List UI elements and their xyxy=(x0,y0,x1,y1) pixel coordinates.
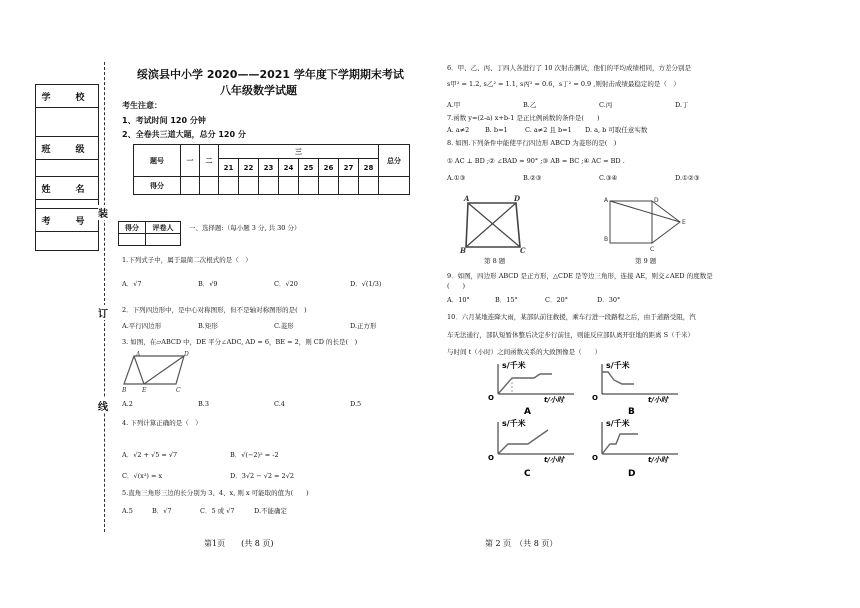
graph-c-t-label: t/小时 xyxy=(544,456,564,464)
score-header-3: 三 xyxy=(219,145,379,159)
margin-char-xian: 线 xyxy=(98,398,108,413)
q5-option-c[interactable]: C．5 或 √7 xyxy=(200,507,235,515)
svg-text:E: E xyxy=(142,387,147,392)
notes-heading: 考生注意： xyxy=(122,101,162,110)
score-header-2: 二 xyxy=(200,145,219,177)
q4-option-c[interactable]: C．√(x²) = x xyxy=(122,472,163,480)
q10-line1: 10．六月某地连降大雨，某部队前往救援，乘车行进一段路程之后，由于道路受阻，汽 xyxy=(447,313,696,321)
q9-option-b[interactable]: B．15° xyxy=(495,296,518,304)
q2-option-a[interactable]: A.平行四边形 xyxy=(122,322,162,330)
score-num: 24 xyxy=(279,159,299,177)
q4-option-d[interactable]: D．3√2 − √2 = 2√2 xyxy=(230,472,294,480)
graph-c[interactable] xyxy=(478,418,578,478)
score-num: 22 xyxy=(239,159,259,177)
info-school: 学 校 xyxy=(36,85,99,108)
notes-1: 1、考试时间 120 分钟 xyxy=(122,116,206,125)
q9-option-a[interactable]: A．10° xyxy=(447,296,470,304)
margin-char-ding: 订 xyxy=(98,305,108,320)
graph-a[interactable] xyxy=(478,360,578,418)
q8-option-d[interactable]: D.①②③ xyxy=(675,174,700,182)
grader-score-label: 得分 xyxy=(119,222,146,234)
q8-option-a[interactable]: A.①③ xyxy=(447,174,466,182)
q1-stem: 1.下列式子中，属于最简二次根式的是（ ） xyxy=(122,256,252,264)
info-name: 姓 名 xyxy=(36,177,99,200)
score-cell[interactable] xyxy=(319,177,339,195)
q8-option-b[interactable]: B.②③ xyxy=(523,174,542,182)
graph-b-origin: O xyxy=(592,394,598,402)
q6-options xyxy=(447,101,751,109)
q9-option-c[interactable]: C．20° xyxy=(545,296,568,304)
q6-line2: s甲² = 1.2, s乙² = 1.1, s丙² = 0.6，s丁² = 0.9 ,则射击成绩最稳定的是（ ） xyxy=(447,80,680,88)
info-school-value[interactable] xyxy=(36,108,99,137)
grader-name-label: 评卷人 xyxy=(146,222,181,234)
info-name-value[interactable] xyxy=(36,200,99,209)
fig8-label-a: A xyxy=(464,194,470,203)
q1-option-b[interactable]: B．√9 xyxy=(198,280,218,288)
graph-b-letter: B xyxy=(628,407,635,417)
score-row-label: 得分 xyxy=(134,177,181,195)
student-info-table xyxy=(35,84,99,251)
q8-rhombus-figure xyxy=(458,193,528,255)
q2-option-d[interactable]: D.正方形 xyxy=(350,322,377,330)
graph-d[interactable] xyxy=(582,418,682,478)
score-cell[interactable] xyxy=(239,177,259,195)
footer-page-2: 第 2 页 （共 8 页） xyxy=(485,539,558,548)
fig9-label-b: B xyxy=(604,236,609,243)
q3-option-c[interactable]: C.4 xyxy=(274,400,285,408)
q4-option-b[interactable]: B．√(−2)² = -2 xyxy=(230,451,279,459)
q7-options xyxy=(447,126,747,134)
score-cell[interactable] xyxy=(379,177,410,195)
q9-option-d[interactable]: D．30° xyxy=(597,296,621,304)
graph-a-origin: O xyxy=(488,394,494,402)
q7-option-b[interactable]: B. b=1 xyxy=(485,126,508,134)
q8-option-c[interactable]: C.③④ xyxy=(599,174,618,182)
q4-option-a[interactable]: A．√2 + √5 = √7 xyxy=(122,451,178,459)
score-cell[interactable] xyxy=(200,177,219,195)
q3-stem: 3. 如图，在▱ABCD 中，DE 平分∠ADC, AD = 6，BE = 2，则 CD 的长是( ) xyxy=(122,338,358,346)
fig9-label-d: D xyxy=(654,197,659,204)
graph-b-t-label: t/小时 xyxy=(648,396,668,404)
q6-option-b[interactable]: B.乙 xyxy=(523,101,537,109)
q6-option-c[interactable]: C.丙 xyxy=(599,101,613,109)
fig8-label-d: D xyxy=(514,194,521,203)
fig9-caption: 第 9 题 xyxy=(635,257,657,265)
score-cell[interactable] xyxy=(299,177,319,195)
q8-options xyxy=(447,174,751,182)
score-cell[interactable] xyxy=(279,177,299,195)
svg-text:C: C xyxy=(176,387,181,392)
fig8-caption: 第 8 题 xyxy=(484,257,506,265)
info-class: 班 级 xyxy=(36,137,99,160)
graph-d-t-label: t/小时 xyxy=(648,456,668,464)
score-cell[interactable] xyxy=(181,177,200,195)
q9-square-figure xyxy=(600,193,692,255)
margin-char-zhuang: 装 xyxy=(98,205,108,220)
q1-options xyxy=(122,280,426,288)
q1-option-a[interactable]: A．√7 xyxy=(122,280,142,288)
notes-2: 2、全卷共三道大题，总分 120 分 xyxy=(122,130,246,139)
q3-option-b[interactable]: B.3 xyxy=(198,400,209,408)
q7-option-a[interactable]: A. a≠2 xyxy=(447,126,470,134)
score-num: 28 xyxy=(359,159,379,177)
score-num: 26 xyxy=(319,159,339,177)
graph-d-s-label: s/千米 xyxy=(606,419,630,428)
grader-name-cell[interactable] xyxy=(146,234,181,246)
score-num: 25 xyxy=(299,159,319,177)
exam-subtitle: 八年级数学试题 xyxy=(220,84,297,97)
q5-option-d[interactable]: D.不能确定 xyxy=(254,507,288,515)
q5-option-b[interactable]: B．√7 xyxy=(152,507,172,515)
score-cell[interactable] xyxy=(359,177,379,195)
fig9-label-c: C xyxy=(650,246,655,253)
graph-c-s-label: s/千米 xyxy=(502,419,526,428)
q3-option-d[interactable]: D.5 xyxy=(350,400,362,408)
q7-option-c[interactable]: C. a≠2 且 b=1 xyxy=(525,126,572,134)
binding-line xyxy=(104,62,105,532)
q10-graphs xyxy=(478,360,688,478)
graph-a-s-label: s/千米 xyxy=(502,361,526,370)
q9-options xyxy=(447,296,747,304)
graph-a-letter: A xyxy=(524,407,531,417)
score-header-title: 题号 xyxy=(134,145,181,177)
q2-options xyxy=(122,322,426,330)
footer-page-1: 第1页 (共 8 页) xyxy=(204,539,274,548)
info-id: 考 号 xyxy=(36,209,99,232)
q6-option-d[interactable]: D.丁 xyxy=(675,101,689,109)
score-table xyxy=(133,144,410,195)
graph-b-s-label: s/千米 xyxy=(606,361,630,370)
q2-stem: 2．下列四边形中，是中心对称图形，但不是轴对称图形的是( ) xyxy=(122,306,307,314)
q4-stem: 4. 下列计算正确的是（ ） xyxy=(122,419,202,427)
grader-score-cell[interactable] xyxy=(119,234,146,246)
section1-heading: 一、选择题:（每小题 3 分, 共 30 分） xyxy=(189,224,301,232)
graph-d-origin: O xyxy=(592,454,598,462)
q2-option-c[interactable]: C.菱形 xyxy=(274,322,294,330)
score-cell[interactable] xyxy=(219,177,239,195)
svg-text:D: D xyxy=(184,351,189,358)
score-num: 27 xyxy=(339,159,359,177)
fig9-label-a: A xyxy=(604,197,609,204)
svg-text:B: B xyxy=(122,387,127,392)
q3-option-a[interactable]: A.2 xyxy=(122,400,133,408)
q2-option-b[interactable]: B.矩形 xyxy=(198,322,218,330)
score-header-1: 一 xyxy=(181,145,200,177)
score-num: 23 xyxy=(259,159,279,177)
q1-option-d[interactable]: D．√(1/3) xyxy=(350,280,382,288)
score-cell[interactable] xyxy=(339,177,359,195)
graph-c-origin: O xyxy=(488,454,494,462)
fig9-label-e: E xyxy=(682,219,686,226)
q10-line3: 与时间 t（小时）之间函数关系的大致图像是（ ） xyxy=(447,348,602,356)
q6-option-a[interactable]: A.甲 xyxy=(447,101,461,109)
q3-parallelogram-figure xyxy=(120,350,190,392)
graph-d-letter: D xyxy=(628,469,636,478)
info-class-value[interactable] xyxy=(36,160,99,177)
q8-conditions: ① AC ⊥ BD ;② ∠BAD = 90° ;③ AB = BC ;④ AC = BD . xyxy=(447,157,625,165)
q6-stem: 6．甲、乙、丙、丁四人各进行了 10 次射击测试，他们的平均成绩相同，方差分别是 xyxy=(447,64,692,72)
graph-c-letter: C xyxy=(524,469,531,478)
graph-a-t-label: t/小时 xyxy=(544,396,564,404)
fig8-label-b: B xyxy=(460,246,466,255)
q5-options xyxy=(122,507,322,515)
q9-stem: 9．如图，四边形 ABCD 是正方形，△CDE 是等边三角形，连接 AE，则交∠AED 的度数是 xyxy=(447,272,713,280)
q7-stem: 7.函数 y=(2-a) x+b-1 是正比例函数的条件是( ) xyxy=(447,114,600,122)
info-id-value[interactable] xyxy=(36,232,99,251)
exam-title: 绥滨县中小学 2020——2021 学年度下学期期末考试 xyxy=(137,68,404,81)
q1-option-c[interactable]: C．√20 xyxy=(274,280,298,288)
q8-stem: 8. 如图.下列条件中能使平行四边形 ABCD 为菱形的是( ) xyxy=(447,139,617,147)
graph-b[interactable] xyxy=(582,360,682,418)
score-header-total: 总分 xyxy=(379,145,410,177)
svg-text:A: A xyxy=(136,351,141,358)
grader-table xyxy=(118,221,181,246)
q10-line2: 车无法通行，部队短暂休整后决定步行前往，则能反应部队离开驻地的距离 S（千米） xyxy=(447,331,695,339)
q7-option-d[interactable]: D. a, b 可取任意实数 xyxy=(585,126,648,134)
q3-options xyxy=(122,400,426,408)
q5-option-a[interactable]: A.5 xyxy=(122,507,133,515)
score-cell[interactable] xyxy=(259,177,279,195)
fig8-label-c: C xyxy=(520,246,526,255)
score-num: 21 xyxy=(219,159,239,177)
q5-stem: 5.直角三角形三边的长分别为 3、4、x, 则 x 可能取的值为( ) xyxy=(122,489,309,497)
q9-line2: ( ) xyxy=(447,282,466,290)
